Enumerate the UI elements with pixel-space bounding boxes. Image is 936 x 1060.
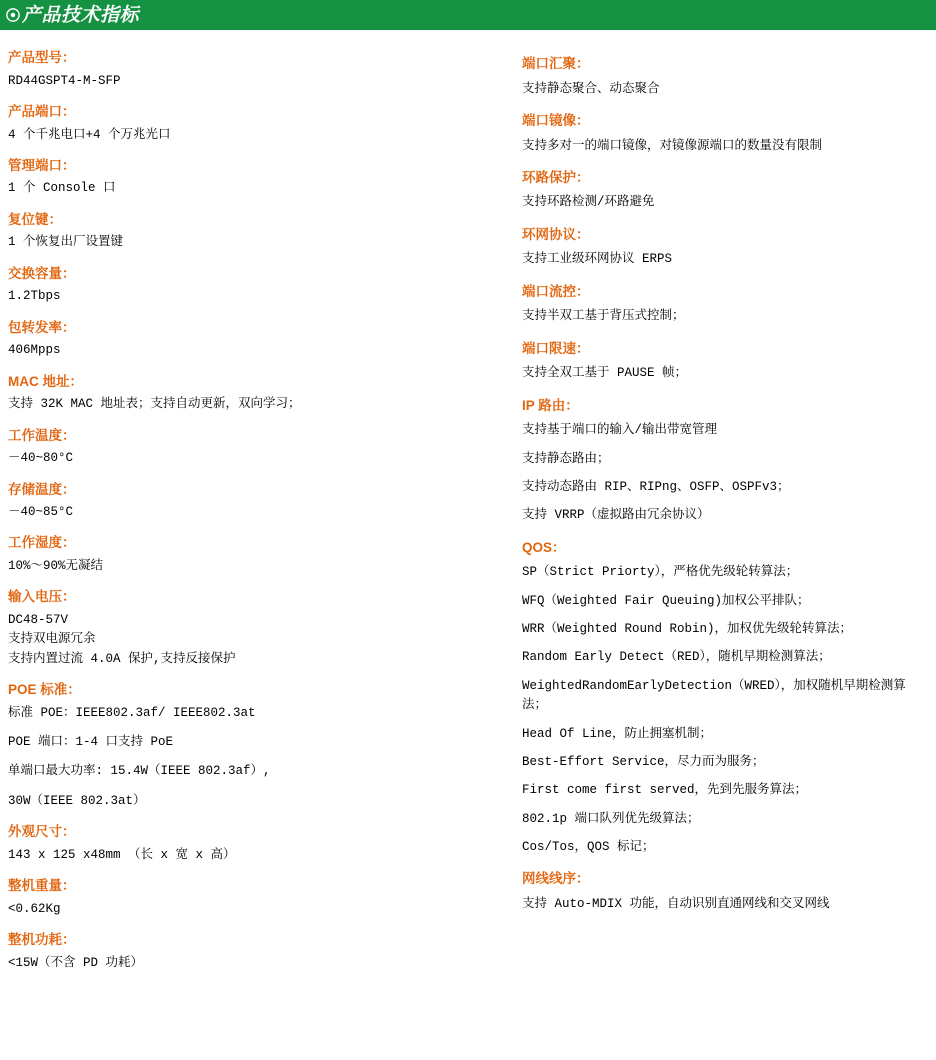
spec-item-operating-humidity [8, 533, 506, 576]
spec-label: 端口镜像： [522, 112, 590, 128]
spec-item-ring-protocol [522, 225, 928, 270]
spec-item-mgmt-port [8, 156, 506, 199]
spec-item-loop-protection [522, 168, 928, 213]
spec-value: 支持多对一的端口镜像，对镜像源端口的数量没有限制 [522, 138, 823, 153]
spec-value: 支持静态聚合、动态聚合 [522, 81, 660, 96]
right-column [514, 30, 936, 936]
spec-label: 工作湿度： [8, 535, 76, 551]
spec-label: 输入电压： [8, 589, 76, 605]
spec-columns [0, 30, 936, 994]
spec-value: 支持动态路由 RIP、RIPng、OSFP、OSPFv3； [522, 479, 790, 494]
spec-item-mac-address [8, 372, 506, 415]
spec-value: 支持环路检测/环路避免 [522, 195, 655, 210]
spec-value: 支持 32K MAC 地址表；支持自动更新，双向学习； [8, 397, 301, 412]
spec-label: 工作温度： [8, 427, 76, 443]
spec-value: 支持半双工基于背压式控制； [522, 309, 685, 324]
spec-value: 1 个 Console 口 [8, 181, 116, 196]
spec-value: 支持 Auto-MDIX 功能，自动识别直通网线和交叉网线 [522, 896, 830, 911]
spec-value: 标准 POE：IEEE802.3af/ IEEE802.3at [8, 705, 256, 720]
spec-item-cable-order [522, 869, 928, 914]
left-column [0, 30, 514, 994]
spec-label: 复位键： [8, 211, 62, 227]
spec-item-link-aggregation [522, 54, 928, 99]
spec-item-power-consumption [8, 930, 506, 973]
spec-item-weight [8, 876, 506, 919]
spec-item-reset-key [8, 210, 506, 253]
spec-value: 支持基于端口的输入/输出带宽管理 [522, 423, 718, 438]
spec-label: 端口流控： [522, 283, 590, 299]
spec-value: 支持静态路由； [522, 451, 610, 466]
spec-value: 支持内置过流 4.0A 保护,支持反接保护 [8, 651, 236, 666]
spec-label: 交换容量： [8, 265, 76, 281]
spec-value: 406Mpps [8, 343, 61, 358]
spec-value: POE 端口：1-4 口支持 PoE [8, 735, 174, 749]
spec-label: 包转发率： [8, 319, 76, 335]
spec-value: 1 个恢复出厂设置键 [8, 235, 124, 250]
spec-label: 产品端口： [8, 103, 76, 119]
spec-label: 环网协议： [522, 226, 590, 242]
spec-label: IP 路由： [522, 397, 579, 413]
spec-label: 端口汇聚： [522, 56, 590, 71]
spec-value: <0.62Kg [8, 901, 61, 916]
spec-label: 端口限速： [522, 340, 590, 356]
spec-value: 143 x 125 x48mm （长 x 宽 x 高） [8, 847, 236, 862]
spec-value: <15W（不含 PD 功耗） [8, 955, 144, 970]
spec-item-switching-capacity [8, 264, 506, 307]
spec-item-poe-standard [8, 680, 506, 811]
spec-item-forwarding-rate [8, 318, 506, 361]
spec-value: 单端口最大功率: 15.4W（IEEE 802.3af）, [8, 764, 271, 779]
spec-value: WFQ（Weighted Fair Queuing)加权公平排队； [522, 593, 810, 608]
spec-label: MAC 地址： [8, 373, 83, 389]
spec-item-ip-routing [522, 396, 928, 526]
spec-item-operating-temperature [8, 426, 506, 469]
spec-label: 整机功耗： [8, 932, 76, 947]
spec-item-flow-control [522, 282, 928, 327]
spec-item-storage-temperature [8, 480, 506, 523]
spec-value: 支持工业级环网协议 ERPS [522, 252, 673, 267]
spec-value: Head Of Line，防止拥塞机制； [522, 726, 713, 741]
spec-value: First come first served，先到先服务算法； [522, 783, 808, 798]
spec-value: 802.1p 端口队列优先级算法； [522, 811, 700, 826]
spec-value: SP（Strict Priorty），严格优先级轮转算法； [522, 565, 799, 580]
spec-value: －40~85°C [8, 505, 74, 520]
spec-label: 外观尺寸： [8, 824, 76, 840]
spec-item-rate-limiting [522, 339, 928, 384]
spec-label: 环路保护： [522, 169, 590, 185]
spec-label: QOS： [522, 539, 566, 555]
spec-label: 管理端口： [8, 157, 76, 173]
spec-value: Random Early Detect（RED），随机早期检测算法； [522, 650, 831, 665]
spec-label: POE 标准： [8, 682, 81, 698]
spec-value: 支持 VRRP（虚拟路由冗余协议） [522, 508, 710, 523]
spec-item-dimensions [8, 822, 506, 865]
spec-label: 整机重量： [8, 878, 76, 894]
spec-item-qos [522, 538, 928, 858]
spec-item-port-mirroring [522, 111, 928, 156]
spec-value: WRR（Weighted Round Robin)，加权优先级轮转算法； [522, 622, 853, 636]
spec-label: 产品型号： [8, 50, 76, 65]
spec-value: Best-Effort Service，尽力而为服务； [522, 754, 765, 769]
spec-value: 支持双电源冗余 [8, 632, 96, 647]
spec-value: 10%～90%无凝结 [8, 559, 104, 573]
spec-label: 网线线序： [522, 871, 590, 887]
spec-value: 30W（IEEE 802.3at） [8, 793, 146, 808]
spec-value: RD44GSPT4-M-SFP [8, 73, 121, 88]
spec-item-input-voltage [8, 587, 506, 669]
spec-value: WeightedRandomEarlyDetection（WRED），加权随机早期检测算法； [522, 678, 906, 713]
spec-item-model [8, 48, 506, 91]
spec-value: 支持全双工基于 PAUSE 帧； [522, 366, 688, 381]
page-title: 产品技术指标 [22, 4, 140, 26]
section-header [0, 0, 936, 30]
target-bullet-icon [6, 8, 20, 22]
spec-value: 1.2Tbps [8, 289, 61, 304]
spec-value: DC48-57V [8, 612, 69, 627]
spec-label: 存储温度： [8, 481, 76, 497]
spec-item-ports [8, 102, 506, 145]
spec-value: Cos/Tos，QOS 标记； [522, 840, 655, 854]
spec-value: 4 个千兆电口+4 个万兆光口 [8, 127, 171, 142]
spec-value: －40~80°C [8, 451, 74, 466]
